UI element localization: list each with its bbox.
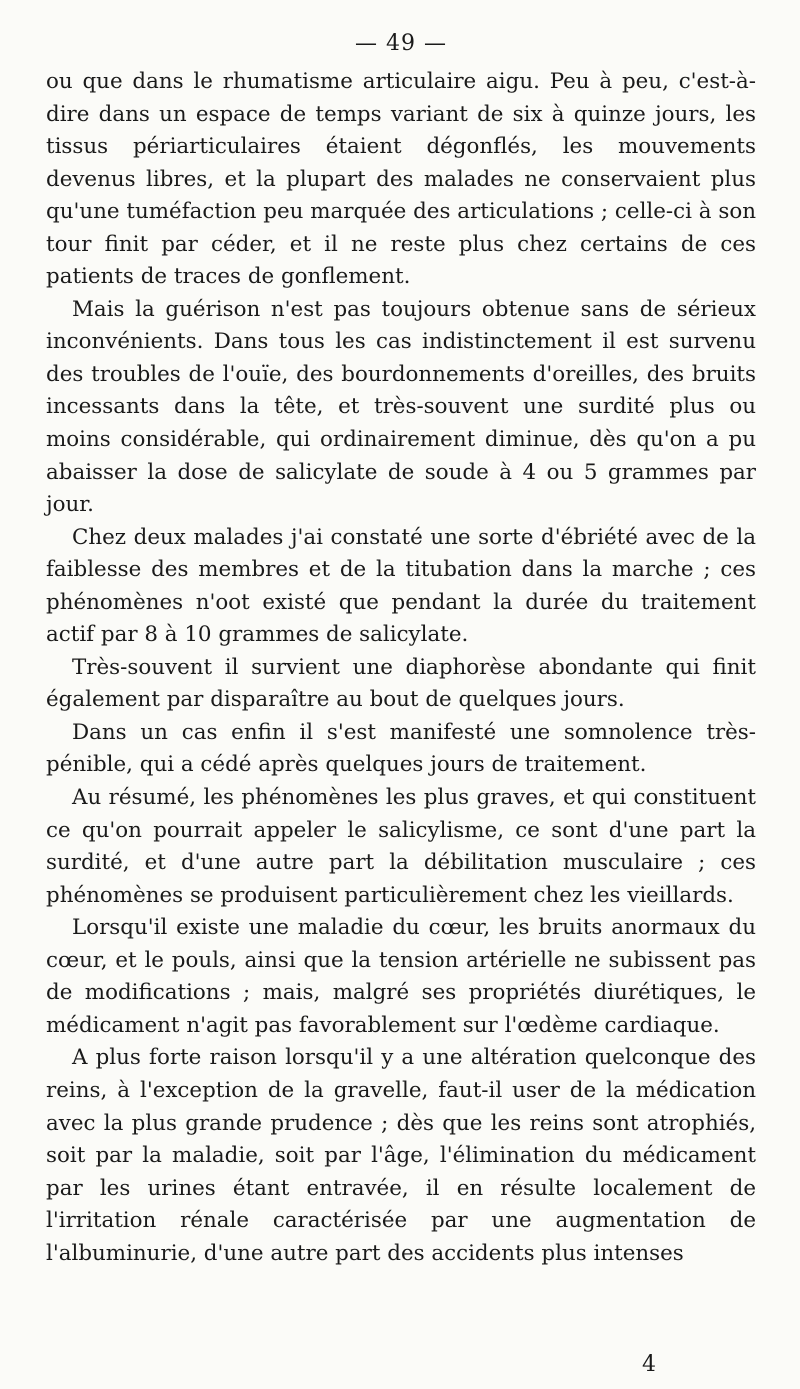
paragraph: Au résumé, les phénomènes les plus graves, et qui constituent ce qu'on pourrait appeler le salicylisme, ce sont d'une part la surdité, et d'une autre part la débilitation musculaire ; ces phénomènes se produisent particulièrement chez les vieillards. <box>46 785 756 908</box>
paragraph: Lorsqu'il existe une maladie du cœur, les bruits anormaux du cœur, et le pouls, ainsi que la tension artérielle ne subissent pas de modifications ; mais, malgré ses propriétés diurétiques, le médicament n'agit pas favorablement sur l'œdème cardiaque. <box>46 915 756 1038</box>
paragraph: A plus forte raison lorsqu'il y a une altération quelconque des reins, à l'exception de la gravelle, faut-il user de la médication avec la plus grande prudence ; dès que les reins sont atrophiés, soit par la maladie, soit par l'âge, l'élimination du médicament par les urines étant entravée, il en résulte localement de l'irritation rénale caractérisée par une augmentation de l'albuminurie, d'une autre part des accidents plus intenses <box>46 1045 756 1266</box>
page-number: — 49 — <box>355 31 447 56</box>
paragraph: Mais la guérison n'est pas toujours obtenue sans de sérieux inconvénients. Dans tous les cas indistinctement il est survenu des troubles de l'ouïe, des bourdonnements d'oreilles, des bruits incessants dans la tête, et très-souvent une surdité plus ou moins considérable, qui ordinairement diminue, dès qu'on a pu abaisser la dose de salicylate de soude à 4 ou 5 grammes par jour. <box>46 296 756 518</box>
body-text <box>46 66 756 1270</box>
paragraph-continuation: ou que dans le rhumatisme articulaire aigu. Peu à peu, c'est-à-dire dans un espace de temps variant de six à quinze jours, les tissus périarticulaires étaient dégonflés, les mouvements devenus libres, et la plupart des malades ne conservaient plus qu'une tuméfaction peu marquée des articulations ; celle-ci à son tour finit par céder, et il ne reste plus chez certains de ces patients de traces de gonflement. <box>46 69 756 290</box>
paragraph: Très-souvent il survient une diaphorèse abondante qui finit également par disparaître au bout de quelques jours. <box>46 654 756 713</box>
paragraph: Dans un cas enfin il s'est manifesté une somnolence très-pénible, qui a cédé après quelques jours de traitement. <box>46 719 756 778</box>
paragraph: Chez deux malades j'ai constaté une sorte d'ébriété avec de la faiblesse des membres et de la titubation dans la marche ; ces phénomènes n'oot existé que pendant la durée du traitement actif par 8 à 10 grammes de salicylate. <box>46 524 756 648</box>
signature-mark: 4 <box>642 1352 656 1377</box>
